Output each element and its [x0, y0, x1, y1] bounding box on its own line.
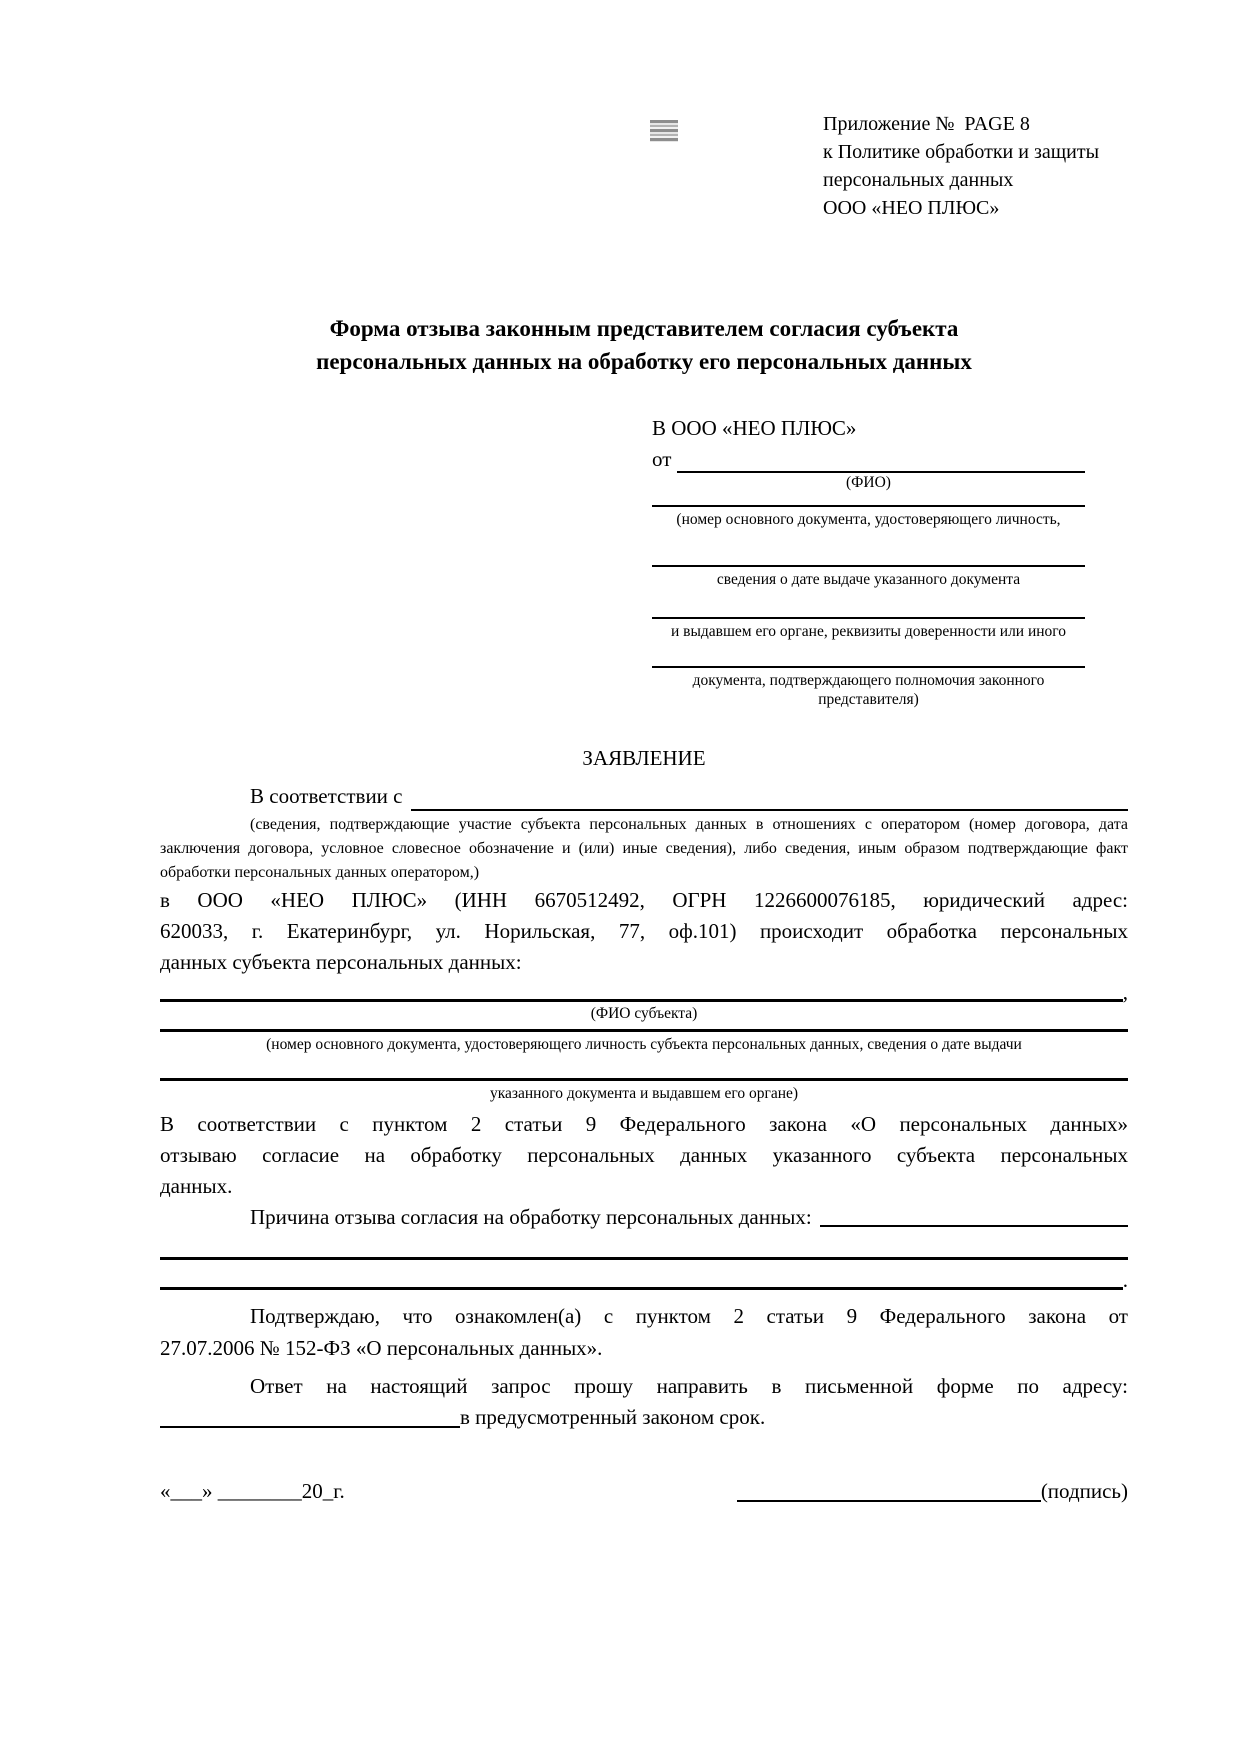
date-blank-line[interactable]: «___» ________20_г.	[160, 1479, 345, 1503]
reason-line-2[interactable]	[160, 1240, 1128, 1260]
trailing-comma: ,	[1122, 980, 1128, 1004]
footer-row	[160, 1476, 1128, 1506]
subject-doc-caption2: указанного документа и выдавшем его органе)	[489, 1085, 799, 1102]
reply-request-line: Ответ на настоящий запрос прошу направить в письменной форме по адресу:	[250, 1374, 1128, 1398]
basis-fine-print	[160, 813, 1128, 885]
withdrawal-paragraph	[160, 1109, 1128, 1202]
subject-fio-line[interactable]	[160, 980, 1123, 1002]
operator-paragraph	[160, 885, 1128, 978]
basis-info-line[interactable]	[411, 781, 1129, 811]
fine-print-line3: обработки персональных данных оператором,)	[160, 864, 480, 881]
signature-line[interactable]	[737, 1476, 1041, 1502]
addressee-block	[652, 412, 1085, 709]
basis-label: В соответствии с	[250, 784, 403, 808]
reply-address-line[interactable]	[160, 1402, 460, 1428]
operator-line1: в ООО «НЕО ПЛЮС» (ИНН 6670512492, ОГРН 1226600076185, юридический адрес:	[160, 888, 1128, 912]
subject-fio-caption: (ФИО субъекта)	[590, 1005, 698, 1022]
subject-fio-row	[160, 980, 1128, 1002]
fine-print-line1: (сведения, подтверждающие участие субъекта персональных данных в отношениях с оператором (номер договора, дата	[250, 816, 1128, 833]
form-title	[160, 312, 1128, 378]
reason-blank-row-3	[160, 1266, 1128, 1290]
representative-doc-issuer-line[interactable]	[652, 617, 1085, 641]
confirmation-line2: 27.07.2006 № 152-ФЗ «О персональных данных».	[160, 1336, 603, 1360]
representative-fio-line[interactable]	[677, 445, 1085, 473]
withdrawal-line1: В соответствии с пунктом 2 статьи 9 Федерального закона «О персональных данных»	[160, 1112, 1128, 1136]
withdrawal-line3: данных.	[160, 1174, 233, 1198]
reason-blank-row-2	[160, 1240, 1128, 1260]
doc-number-caption: (номер основного документа, удостоверяющего личность,	[676, 511, 1061, 528]
from-row	[652, 445, 1085, 473]
representative-doc-date-line[interactable]	[652, 565, 1085, 589]
form-title-line1: Форма отзыва законным представителем согласия субъекта	[329, 316, 959, 341]
operator-line3: данных субъекта персональных данных:	[160, 950, 522, 974]
form-title-line2: персональных данных на обработку его персональных данных	[316, 349, 972, 374]
reason-row	[160, 1202, 1128, 1232]
confirmation-paragraph	[160, 1300, 1128, 1364]
policy-reference-line2: персональных данных	[823, 169, 1014, 191]
authority-doc-caption: документа, подтверждающего полномочия законного представителя)	[692, 672, 1045, 708]
signature-group	[737, 1476, 1128, 1506]
reply-tail: в предусмотренный законом срок.	[460, 1405, 766, 1429]
policy-reference-line1: к Политике обработки и защиты	[823, 141, 1100, 163]
reason-line-3[interactable]	[160, 1266, 1123, 1290]
representative-authority-line[interactable]	[652, 666, 1085, 709]
from-label: от	[652, 447, 672, 471]
reason-line-1[interactable]	[820, 1202, 1128, 1227]
subject-doc-line2[interactable]	[160, 1078, 1128, 1103]
reply-address-row	[160, 1402, 1128, 1432]
operator-line2: 620033, г. Екатеринбург, ул. Норильская, 77, оф.101) происходит обработка персональных	[160, 919, 1128, 943]
statement-heading: ЗАЯВЛЕНИЕ	[582, 746, 706, 770]
organization-name: ООО «НЕО ПЛЮС»	[823, 197, 1000, 219]
doc-date-caption: сведения о дате выдаче указанного документа	[716, 571, 1021, 588]
trailing-period: .	[1122, 1268, 1128, 1292]
subject-doc-line1[interactable]	[160, 1029, 1128, 1054]
fine-print-line2: заключения договора, условное словесное обозначение и (или) иные сведения), либо сведения, иным образом подтверждающие факт	[160, 840, 1128, 857]
representative-doc-number-line[interactable]	[652, 505, 1085, 529]
appendix-header	[160, 110, 1128, 222]
doc-issuer-caption: и выдавшем его органе, реквизиты доверенности или иного	[670, 623, 1067, 640]
confirmation-line1: Подтверждаю, что ознакомлен(а) с пунктом 2 статьи 9 Федерального закона от	[250, 1304, 1128, 1328]
reason-label: Причина отзыва согласия на обработку персональных данных:	[250, 1205, 812, 1229]
basis-row	[160, 781, 1128, 811]
addressee-to: В ООО «НЕО ПЛЮС»	[652, 416, 857, 440]
subject-doc-caption1: (номер основного документа, удостоверяющего личность субъекта персональных данных, сведения о дате выдачи	[266, 1036, 1022, 1053]
signature-caption: (подпись)	[1040, 1479, 1128, 1503]
field-code-marker-icon	[650, 120, 678, 142]
appendix-number: Приложение № PAGE 8	[823, 113, 1030, 135]
fio-caption: (ФИО)	[846, 474, 891, 491]
withdrawal-line2: отзываю согласие на обработку персональных данных указанного субъекта персональных	[160, 1143, 1128, 1167]
